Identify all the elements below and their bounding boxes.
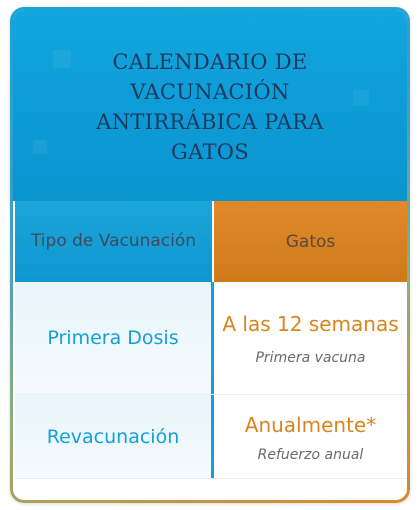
card-title: CALENDARIO DE VACUNACIÓN ANTIRRÁBICA PARA GATOS xyxy=(96,49,324,164)
table-header-row xyxy=(15,201,407,282)
table-row xyxy=(15,395,407,479)
decorative-square xyxy=(353,90,369,106)
schedule-value: A las 12 semanas xyxy=(222,312,399,336)
column-header-cats: Gatos xyxy=(214,201,407,282)
row-value-cell xyxy=(214,395,407,478)
schedule-value: Anualmente* xyxy=(244,412,377,437)
table-row xyxy=(15,282,407,395)
schedule-note: Refuerzo anual xyxy=(257,446,364,463)
row-value-cell xyxy=(214,282,407,394)
vaccination-card xyxy=(13,10,407,500)
row-label: Primera Dosis xyxy=(15,282,214,394)
decorative-square xyxy=(33,140,47,154)
decorative-square xyxy=(53,50,71,68)
vaccination-table xyxy=(15,201,407,479)
column-header-type: Tipo de Vacunación xyxy=(15,201,214,282)
schedule-note: Primera vacuna xyxy=(255,350,366,366)
card-header xyxy=(13,10,407,201)
card-frame xyxy=(10,7,410,503)
row-label: Revacunación xyxy=(15,395,214,478)
